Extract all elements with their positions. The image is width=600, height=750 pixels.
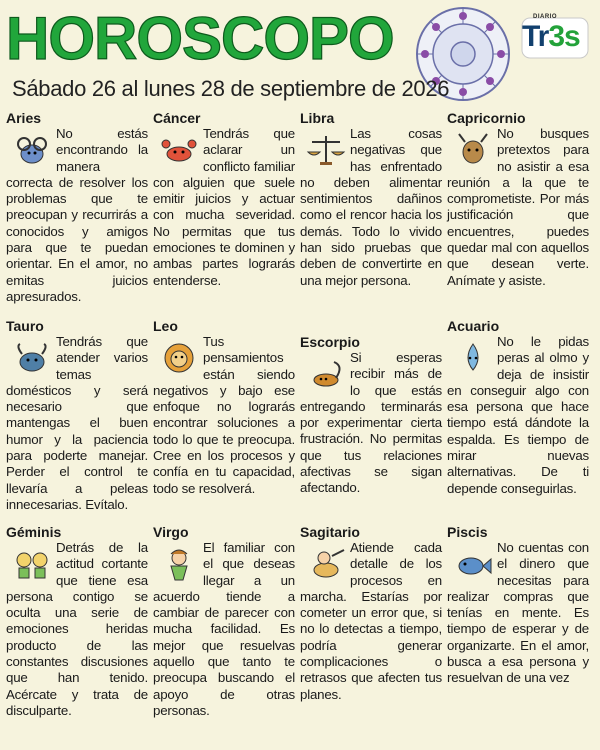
bull-icon (12, 340, 52, 376)
horoscope-grid (0, 108, 600, 748)
fish-icon (453, 546, 493, 582)
maiden-icon (159, 546, 199, 582)
archer-icon (306, 546, 346, 582)
sign-virgo (153, 524, 295, 719)
sign-aries (6, 110, 148, 305)
crab-icon (159, 132, 199, 168)
scorpion-icon (306, 356, 346, 392)
sign-text: Tendrás que atender varios temas domésticos y será necesario que mantengas el buen humor y la paciencia para poderte manejar. Perder el control te llevaría a peleas innecesarias. Evítalo. (6, 334, 148, 512)
sign-escorpio (300, 334, 442, 497)
sign-text: Atiende cada detalle de los procesos en marcha. Estarías por cometer un error que, si no lo detectas a tiempo, podría generar complicaciones o retrasos que afecten tus planes. (300, 540, 442, 702)
sign-name: Virgo (153, 524, 189, 540)
page-title: HOROSCOPO (6, 5, 394, 72)
sign-name: Acuario (447, 318, 500, 334)
sign-name: Géminis (6, 524, 62, 540)
twins-icon (12, 546, 52, 582)
sign-piscis (447, 524, 589, 687)
sign-name: Piscis (447, 524, 488, 540)
sign-name: Sagitario (300, 524, 360, 540)
sign-name: Libra (300, 110, 335, 126)
sign-text: Si esperas recibir más de lo que estás entregando terminarás por experimentar cierta frustración. No permitas que tus relaciones afectivas se sigan afectando. (300, 350, 442, 496)
logo-text: Tr3s (522, 20, 580, 53)
date-range: Sábado 26 al lunes 28 de septiembre de 2026 (12, 76, 450, 101)
sign-leo (153, 318, 295, 497)
sign-name: Capricornio (447, 110, 526, 126)
sign-text: No estás encontrando la manera correcta de resolver los problemas que te preocupan y recurrirás a conocidos y amigos para que te puedan orientar. En el amor, no emitas juicios apresurados. (6, 126, 148, 304)
sign-text: No busques pretextos para no asistir a esa reunión a la que te comprometiste. Por más justificación que encuentres, puedes quedar mal con aquellos que desean verte. Anímate y asiste. (447, 126, 589, 288)
sign-geminis (6, 524, 148, 719)
sign-libra (300, 110, 442, 289)
ram-icon (12, 132, 52, 168)
scales-icon (306, 132, 346, 168)
sign-text: Tus pensamientos están siendo negativos y bajo ese enfoque no lograrás encontrar soluciones a todo lo que te preocupa. Cree en los procesos y confía en tu capacidad, todo se resolverá. (153, 334, 295, 496)
sign-text: Tendrás que aclarar un conflicto familiar con alguien que suele emitir juicios y actuar con mucha severidad. No permitas que tus emociones te dominen y ambas partes lograrás entenderse. (153, 126, 295, 288)
sign-name: Tauro (6, 318, 44, 334)
sign-name: Aries (6, 110, 42, 126)
sign-text: No cuentas con el dinero que necesitas para realizar compras que tenías en mente. Es tiempo de esperar y de organizarte. En el amor, busca a esa persona y resuelvan de una vez (447, 540, 589, 686)
logo-small-text: DIARIO (533, 14, 557, 20)
goat-icon (453, 132, 493, 168)
header (0, 0, 600, 110)
sign-cancer (153, 110, 295, 289)
sign-text: No le pidas peras al olmo y deja de insistir en conseguir algo con esa persona que hace tiempo está dándote la espalda. Es tiempo de mirar nuevas alternativas. De ti depende conseguirlas. (447, 334, 589, 496)
sign-capricornio (447, 110, 589, 289)
sign-sagitario (300, 524, 442, 703)
sign-text: El familiar con el que deseas llegar a un acuerdo tiende a cambiar de parecer con mucha facilidad. Es mejor que resuelvas aquello que tanto te preocupa buscando el apoyo de otras personas. (153, 540, 295, 718)
sign-tauro (6, 318, 148, 513)
water-bearer-icon (453, 340, 493, 376)
sign-name: Cáncer (153, 110, 201, 126)
sign-name: Leo (153, 318, 178, 334)
sign-text: Las cosas negativas que has enfrentado no deben alimentar sentimientos dañinos como el rencor hacia los demás. Todo lo vivido han sido pruebas que deben de convertirte en una mejor persona. (300, 126, 442, 288)
lion-icon (159, 340, 199, 376)
sign-acuario (447, 318, 589, 497)
sign-name: Escorpio (300, 334, 360, 350)
sign-text: Detrás de la actitud cortante que tiene esa persona contigo se oculta una serie de emociones heridas producto de las constantes discusiones que han tenido. Acércate y trata de disculparte. (6, 540, 148, 718)
